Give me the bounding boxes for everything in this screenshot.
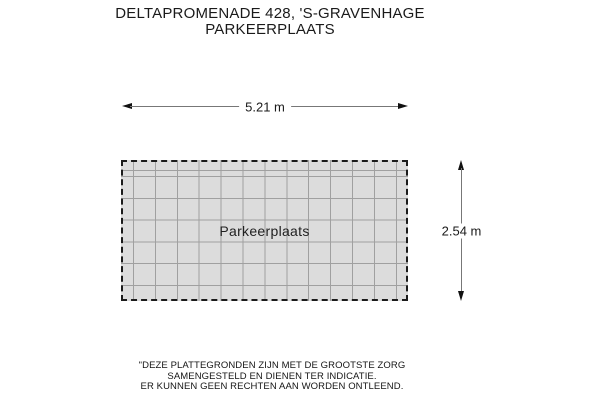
disclaimer-text: [2, 361, 542, 393]
page-title: [0, 6, 540, 38]
width-dimension-label: 5.21 m: [239, 100, 291, 115]
dimension-arrow-right-icon: [398, 103, 408, 109]
page-title-type: PARKEERPLAATS: [205, 21, 335, 38]
parking-space-plan: [121, 160, 408, 301]
width-dimension: [122, 100, 408, 114]
height-dimension: [441, 160, 482, 301]
page-title-address: DELTAPROMENADE 428, 'S-GRAVENHAGE: [115, 5, 425, 22]
room-label: Parkeerplaats: [219, 222, 310, 239]
disclaimer-line: ER KUNNEN GEEN RECHTEN AAN WORDEN ONTLEEND.: [140, 381, 404, 392]
height-dimension-label: 2.54 m: [436, 223, 488, 238]
disclaimer-line: "DEZE PLATTEGRONDEN ZIJN MET DE GROOTSTE ZORG: [138, 360, 406, 371]
disclaimer-line: SAMENGESTELD EN DIENEN TER INDICATIE.: [167, 370, 377, 382]
dimension-arrow-down-icon: [458, 291, 464, 301]
